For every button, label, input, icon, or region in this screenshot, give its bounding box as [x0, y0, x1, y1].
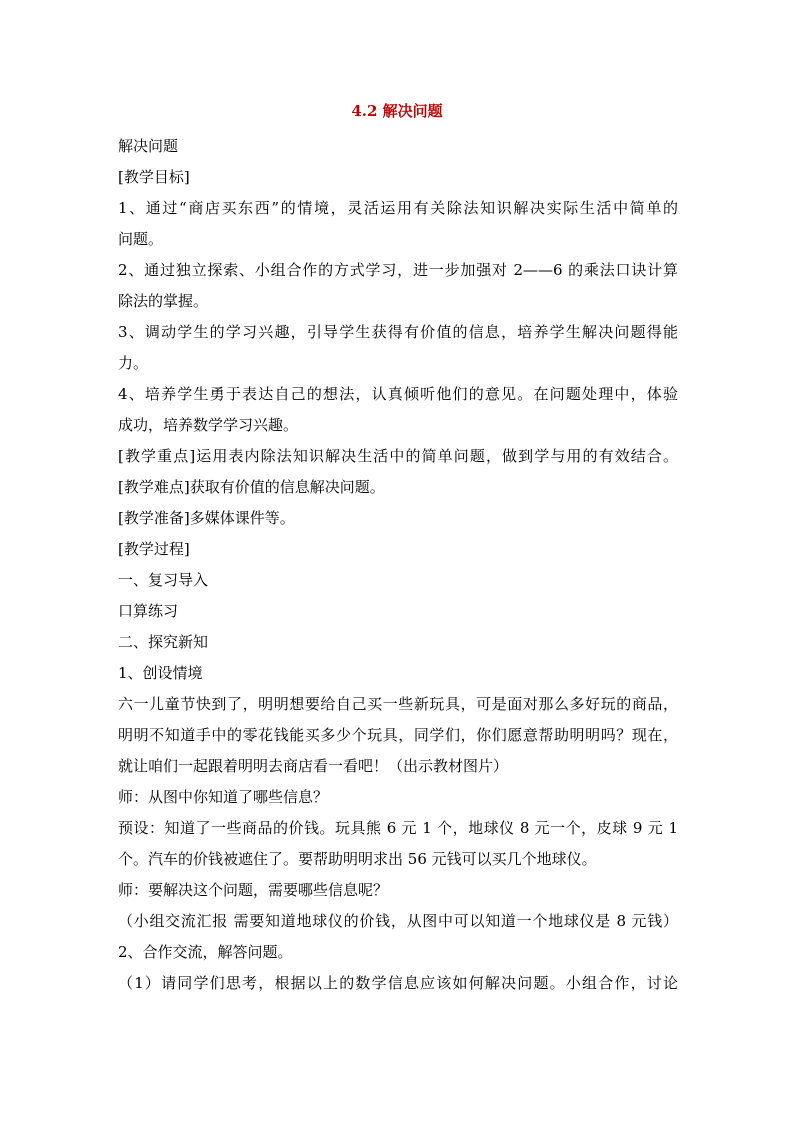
text-line: [教学准备]多媒体课件等。 — [118, 509, 295, 527]
text-line: 1、通过“商店买东西”的情境，灵活运用有关除法知识解决实际生活中简单的 — [118, 199, 678, 217]
text-line: 师：从图中你知道了哪些信息？ — [118, 788, 329, 806]
text-line: 4、培养学生勇于表达自己的想法，认真倾听他们的意见。在问题处理中，体验 — [118, 385, 678, 403]
text-line: 个。汽车的价钱被遮住了。要帮助明明求出 56 元钱可以买几个地球仪。 — [118, 850, 597, 868]
text-line: （小组交流汇报 需要知道地球仪的价钱，从图中可以知道一个地球仪是 8 元钱） — [118, 912, 678, 930]
text-line: 明明不知道手中的零花钱能买多少个玩具，同学们，你们愿意帮助明明吗？现在， — [118, 726, 678, 744]
text-line: 问题。 — [118, 230, 164, 248]
document-title: 4.2 解决问题 — [351, 102, 443, 120]
text-line: 3、调动学生的学习兴趣，引导学生获得有价值的信息，培养学生解决问题得能 — [118, 323, 678, 341]
text-line: 预设：知道了一些商品的价钱。玩具熊 6 元 1 个，地球仪 8 元一个，皮球 9 元 1 — [118, 819, 678, 837]
text-line: 口算练习 — [118, 602, 179, 620]
text-line: 除法的掌握。 — [118, 292, 209, 310]
text-line: [教学过程] — [118, 540, 190, 558]
text-line: 师：要解决这个问题，需要哪些信息呢？ — [118, 881, 389, 899]
text-line: 2、通过独立探索、小组合作的方式学习，进一步加强对 2——6 的乘法口诀计算 — [118, 261, 678, 279]
text-line: 就让咱们一起跟着明明去商店看一看吧！（出示教材图片） — [118, 757, 509, 775]
text-line: [教学目标] — [118, 168, 190, 186]
text-line: 成功，培养数学学习兴趣。 — [118, 416, 299, 434]
text-line: 二、探究新知 — [118, 633, 209, 651]
text-line: [教学难点]获取有价值的信息解决问题。 — [118, 478, 385, 496]
text-line: 六一儿童节快到了，明明想要给自己买一些新玩具，可是面对那么多好玩的商品， — [118, 695, 678, 713]
text-line: 解决问题 — [118, 137, 179, 155]
text-line: 一、复习导入 — [118, 571, 209, 589]
text-line: （1）请同学们思考，根据以上的数学信息应该如何解决问题。小组合作，讨论 — [118, 974, 678, 992]
text-line: 力。 — [118, 354, 149, 372]
document-body — [118, 131, 678, 999]
text-line: [教学重点]运用表内除法知识解决生活中的简单问题，做到学与用的有效结合。 — [118, 447, 678, 465]
text-line: 2、合作交流，解答问题。 — [118, 943, 293, 961]
text-line: 1、创设情境 — [118, 664, 203, 682]
